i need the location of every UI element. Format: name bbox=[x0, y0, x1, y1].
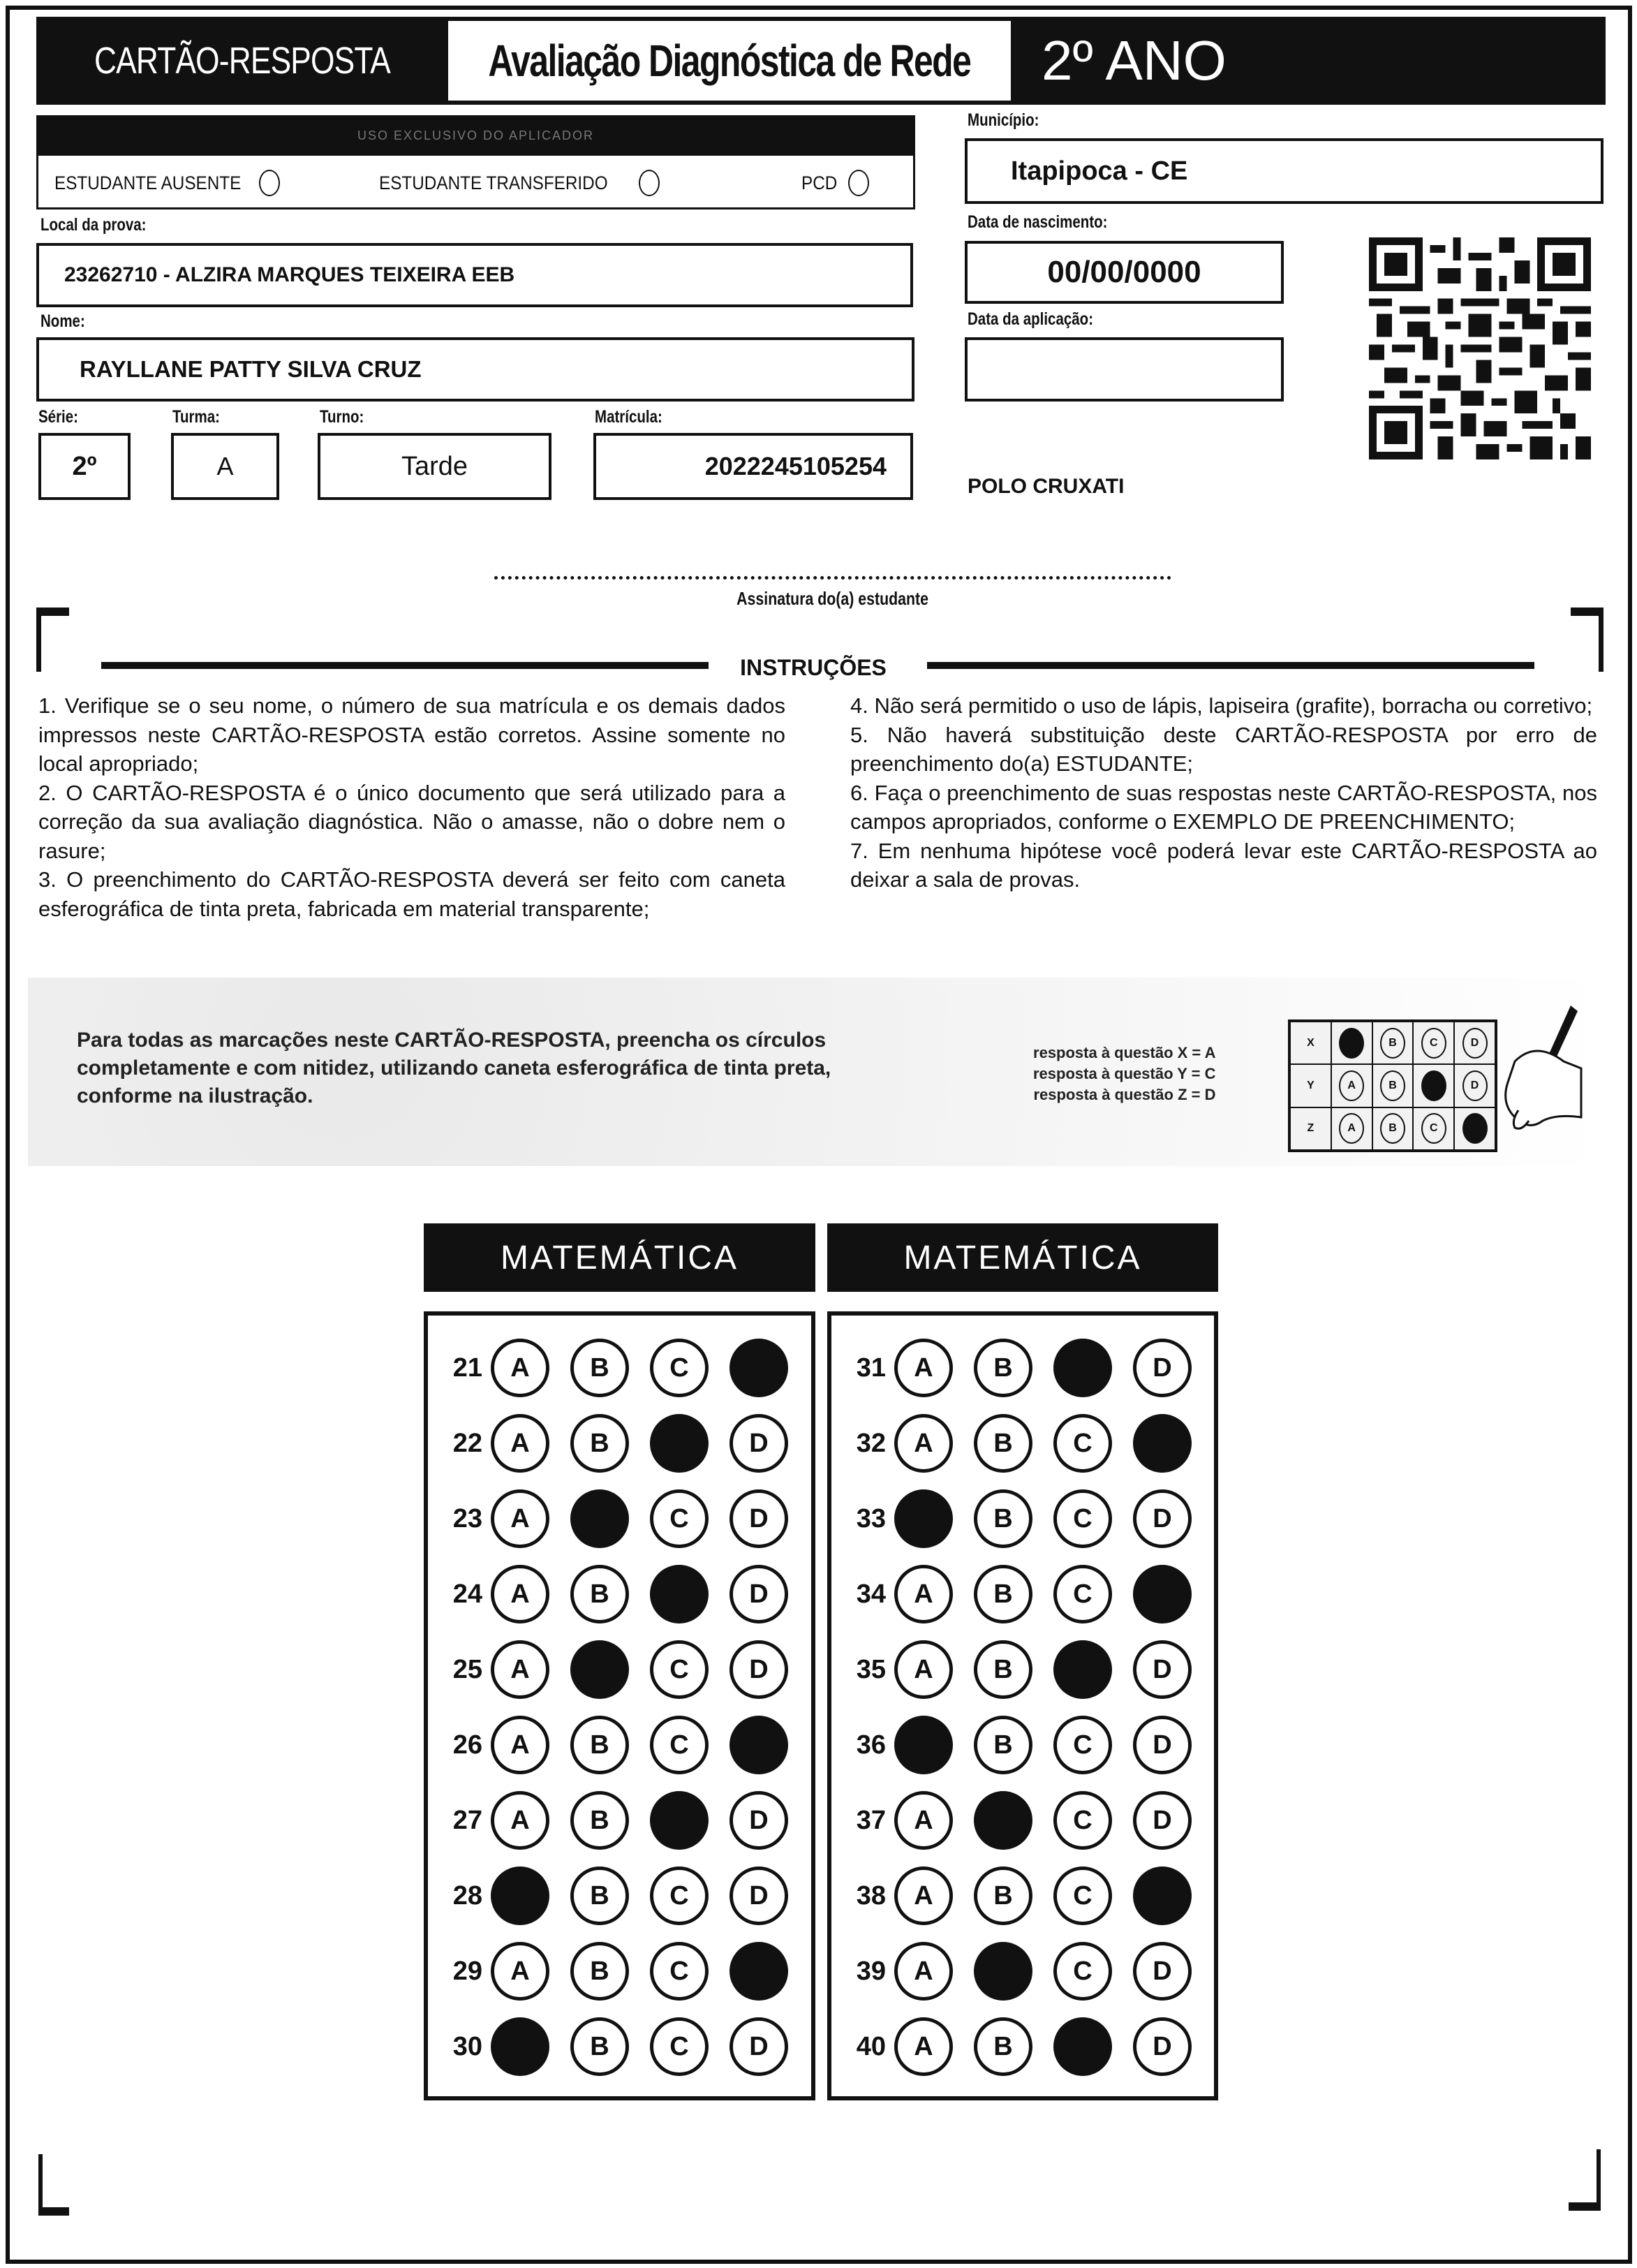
aplicacao-field bbox=[965, 337, 1284, 402]
answer-bubble[interactable]: A bbox=[491, 1414, 549, 1473]
answer-bubble-filled[interactable] bbox=[729, 1942, 788, 2001]
answer-bubble[interactable]: C bbox=[1053, 1942, 1112, 2001]
turno-value: Tarde bbox=[401, 451, 468, 481]
answer-bubble[interactable]: B bbox=[570, 1942, 629, 2001]
answer-bubble[interactable]: D bbox=[1133, 1942, 1192, 2001]
example-bubble: C bbox=[1421, 1113, 1446, 1144]
matricula-value: 2022245105254 bbox=[704, 452, 887, 480]
question-row bbox=[428, 1563, 788, 1626]
municipio-value: Itapipoca - CE bbox=[1011, 156, 1188, 186]
question-number: 34 bbox=[856, 1579, 886, 1609]
answer-bubble[interactable]: C bbox=[650, 1716, 709, 1774]
turma-value: A bbox=[216, 452, 234, 480]
question-number: 24 bbox=[452, 1579, 482, 1609]
nascimento-label: Data de nascimento: bbox=[968, 212, 1108, 232]
answer-bubble[interactable]: B bbox=[570, 1565, 629, 1623]
answer-bubble-filled[interactable] bbox=[1053, 2017, 1112, 2076]
example-legend bbox=[1033, 1043, 1215, 1105]
answer-bubble[interactable]: C bbox=[650, 1640, 709, 1699]
corner-marker-bottom-right bbox=[1569, 2149, 1601, 2211]
answer-bubble[interactable]: D bbox=[729, 1640, 788, 1699]
local-field bbox=[36, 243, 913, 307]
answer-bubble[interactable]: B bbox=[974, 1866, 1032, 1925]
answer-bubble[interactable]: B bbox=[570, 1339, 629, 1397]
matricula-field bbox=[593, 433, 913, 500]
answer-bubble[interactable]: A bbox=[491, 1942, 549, 2001]
answer-bubble[interactable]: A bbox=[894, 1414, 953, 1473]
pcd-radio[interactable] bbox=[848, 170, 869, 196]
question-row bbox=[428, 1487, 788, 1550]
question-row bbox=[831, 2015, 1192, 2078]
question-row bbox=[831, 1789, 1192, 1852]
answer-bubble[interactable]: A bbox=[894, 1791, 953, 1850]
answer-bubble-filled[interactable] bbox=[570, 1489, 629, 1548]
question-number: 29 bbox=[452, 1956, 482, 1986]
answer-bubble-filled[interactable] bbox=[491, 2017, 549, 2076]
question-row bbox=[831, 1638, 1192, 1701]
answer-bubble[interactable]: B bbox=[570, 1716, 629, 1774]
answer-bubble[interactable]: B bbox=[974, 1640, 1032, 1699]
municipio-label: Município: bbox=[968, 110, 1039, 130]
question-number: 26 bbox=[452, 1730, 482, 1760]
corner-marker-bottom-left bbox=[38, 2154, 69, 2216]
answer-bubble-filled[interactable] bbox=[894, 1489, 953, 1548]
question-row bbox=[428, 1638, 788, 1701]
nascimento-value: 00/00/0000 bbox=[1047, 255, 1201, 289]
aplicador-title: USO EXCLUSIVO DO APLICADOR bbox=[36, 115, 915, 156]
signature-label: Assinatura do(a) estudante bbox=[736, 588, 929, 609]
answer-bubble[interactable]: D bbox=[729, 1565, 788, 1623]
matricula-label: Matrícula: bbox=[595, 407, 662, 427]
turno-label: Turno: bbox=[320, 407, 364, 427]
answer-bubble[interactable]: B bbox=[570, 1414, 629, 1473]
local-label: Local da prova: bbox=[40, 215, 147, 235]
example-line: resposta à questão X = A bbox=[1033, 1044, 1216, 1061]
answer-bubble-filled[interactable] bbox=[1133, 1866, 1192, 1925]
answer-bubble-filled[interactable] bbox=[1133, 1565, 1192, 1623]
instruction-item: 5. Não haverá substituição deste CARTÃO-RESPOSTA por erro de preenchimento do(a) ESTUDANTE; bbox=[850, 722, 1597, 776]
question-row bbox=[831, 1487, 1192, 1550]
answer-grid-left bbox=[424, 1311, 815, 2100]
instruction-item: 6. Faça o preenchimento de suas respostas neste CARTÃO-RESPOSTA, nos campos apropriados, conforme o EXEMPLO DE PREENCHIMENTO; bbox=[850, 780, 1597, 834]
example-bubble: B bbox=[1380, 1113, 1405, 1144]
answer-bubble[interactable]: C bbox=[1053, 1866, 1112, 1925]
question-row bbox=[428, 1789, 788, 1852]
answer-bubble[interactable]: C bbox=[650, 1942, 709, 2001]
instructions-title: INSTRUÇÕES bbox=[740, 655, 887, 680]
answer-bubble-filled[interactable] bbox=[1053, 1339, 1112, 1397]
answer-bubble[interactable]: A bbox=[894, 1640, 953, 1699]
nome-field bbox=[36, 337, 914, 402]
instructions-rule-left bbox=[101, 662, 709, 669]
question-row bbox=[428, 2015, 788, 2078]
absent-radio[interactable] bbox=[259, 170, 280, 196]
answer-bubble-filled[interactable] bbox=[1053, 1640, 1112, 1699]
answer-bubble[interactable]: B bbox=[974, 1339, 1032, 1397]
question-row bbox=[831, 1864, 1192, 1927]
pcd-label: PCD bbox=[801, 172, 838, 193]
example-bubble: D bbox=[1462, 1070, 1488, 1101]
answer-bubble[interactable]: D bbox=[729, 1866, 788, 1925]
question-number: 39 bbox=[856, 1956, 886, 1986]
instruction-item: 1. Verifique se o seu nome, o número de sua matrícula e os demais dados impressos neste CARTÃO-RESPOSTA estão corretos. Assine somente no local apropriado; bbox=[38, 693, 785, 776]
answer-bubble[interactable]: A bbox=[491, 1791, 549, 1850]
question-number: 28 bbox=[452, 1880, 482, 1910]
corner-marker-top-right bbox=[1571, 608, 1603, 672]
example-line: resposta à questão Y = C bbox=[1033, 1065, 1216, 1082]
answer-bubble[interactable]: D bbox=[729, 2017, 788, 2076]
answer-bubble[interactable]: C bbox=[1053, 1565, 1112, 1623]
answer-bubble[interactable]: A bbox=[491, 1640, 549, 1699]
answer-bubble[interactable]: B bbox=[974, 1489, 1032, 1548]
answer-bubble[interactable]: D bbox=[1133, 1640, 1192, 1699]
answer-bubble-filled[interactable] bbox=[650, 1565, 709, 1623]
answer-bubble[interactable]: A bbox=[894, 1866, 953, 1925]
question-row bbox=[428, 1336, 788, 1399]
instruction-item: 2. O CARTÃO-RESPOSTA é o único documento que será utilizado para a correção da sua avaliação diagnóstica. Não o amasse, não o dobre nem o rasure; bbox=[38, 780, 785, 863]
answer-bubble[interactable]: C bbox=[1053, 1414, 1112, 1473]
question-row bbox=[428, 1714, 788, 1776]
municipio-field bbox=[965, 138, 1603, 204]
answer-bubble-filled[interactable] bbox=[894, 1716, 953, 1774]
instructions-right-column bbox=[850, 691, 1597, 894]
answer-bubble-filled[interactable] bbox=[491, 1866, 549, 1925]
answer-bubble[interactable]: D bbox=[1133, 1489, 1192, 1548]
answer-bubble[interactable]: A bbox=[491, 1716, 549, 1774]
question-number: 35 bbox=[856, 1654, 886, 1684]
nome-label: Nome: bbox=[40, 311, 85, 331]
example-line: resposta à questão Z = D bbox=[1033, 1086, 1216, 1103]
question-number: 40 bbox=[856, 2031, 886, 2061]
question-number: 25 bbox=[452, 1654, 482, 1684]
answer-bubble[interactable]: B bbox=[570, 1791, 629, 1850]
question-number: 21 bbox=[452, 1353, 482, 1383]
question-row bbox=[831, 1336, 1192, 1399]
answer-bubble[interactable]: C bbox=[1053, 1489, 1112, 1548]
signature-line[interactable] bbox=[494, 576, 1171, 580]
answer-bubble[interactable]: C bbox=[650, 1489, 709, 1548]
answer-bubble[interactable]: B bbox=[974, 1565, 1032, 1623]
question-row bbox=[831, 1940, 1192, 2003]
question-row bbox=[831, 1714, 1192, 1776]
turno-field bbox=[318, 433, 551, 500]
qr-code-icon bbox=[1368, 237, 1592, 459]
answer-bubble[interactable]: B bbox=[974, 1414, 1032, 1473]
grade-label: 2º ANO bbox=[1042, 29, 1227, 91]
question-number: 36 bbox=[856, 1730, 886, 1760]
instructions-left-column bbox=[38, 691, 785, 923]
question-number: 23 bbox=[452, 1503, 482, 1533]
question-number: 30 bbox=[452, 2031, 482, 2061]
answer-grid-right bbox=[827, 1311, 1218, 2100]
answer-bubble-filled[interactable] bbox=[974, 1942, 1032, 2001]
answer-bubble-filled[interactable] bbox=[729, 1716, 788, 1774]
answer-bubble[interactable]: D bbox=[729, 1791, 788, 1850]
answer-bubble-filled[interactable] bbox=[974, 1791, 1032, 1850]
subject-header-left: MATEMÁTICA bbox=[424, 1223, 815, 1292]
question-number: 33 bbox=[856, 1503, 886, 1533]
example-grid bbox=[1288, 1019, 1497, 1152]
answer-bubble[interactable]: C bbox=[650, 1339, 709, 1397]
hand-with-pen-icon bbox=[1487, 999, 1585, 1152]
answer-bubble[interactable]: A bbox=[894, 1942, 953, 2001]
question-row bbox=[831, 1563, 1192, 1626]
absent-option[interactable] bbox=[54, 168, 280, 198]
answer-bubble[interactable]: C bbox=[650, 1866, 709, 1925]
answer-bubble-filled[interactable] bbox=[650, 1414, 709, 1473]
question-row bbox=[831, 1412, 1192, 1475]
serie-value: 2º bbox=[72, 451, 97, 481]
answer-bubble[interactable]: D bbox=[1133, 1716, 1192, 1774]
answer-bubble[interactable]: B bbox=[974, 1716, 1032, 1774]
transferred-option[interactable] bbox=[379, 168, 660, 198]
example-bubble-filled bbox=[1339, 1028, 1364, 1059]
answer-bubble[interactable]: C bbox=[1053, 1716, 1112, 1774]
instruction-item: 3. O preenchimento do CARTÃO-RESPOSTA deverá ser feito com caneta esferográfica de tinta preta, fabricada em material transparente; bbox=[38, 867, 785, 921]
answer-bubble[interactable]: A bbox=[491, 1489, 549, 1548]
question-row bbox=[428, 1412, 788, 1475]
answer-bubble[interactable]: A bbox=[491, 1339, 549, 1397]
pcd-option[interactable] bbox=[801, 168, 869, 198]
example-question-x: X bbox=[1290, 1022, 1331, 1064]
instructions-rule-right bbox=[927, 662, 1534, 669]
question-row bbox=[428, 1864, 788, 1927]
nascimento-field bbox=[965, 241, 1284, 304]
answer-bubble[interactable]: D bbox=[1133, 2017, 1192, 2076]
example-instruction: Para todas as marcações neste CARTÃO-RESPOSTA, preencha os círculos completamente e com nitidez, utilizando caneta esferográfica de tinta preta, conforme na ilustração. bbox=[77, 1029, 831, 1107]
answer-bubble[interactable]: C bbox=[650, 2017, 709, 2076]
question-number: 31 bbox=[856, 1353, 886, 1383]
turma-label: Turma: bbox=[172, 407, 220, 427]
question-number: 32 bbox=[856, 1428, 886, 1458]
transferred-radio[interactable] bbox=[639, 170, 660, 196]
transferred-label: ESTUDANTE TRANSFERIDO bbox=[379, 172, 608, 193]
aplicacao-label: Data da aplicação: bbox=[968, 309, 1094, 329]
corner-marker-top-left bbox=[36, 608, 69, 672]
answer-bubble-filled[interactable] bbox=[650, 1791, 709, 1850]
question-number: 27 bbox=[452, 1805, 482, 1835]
example-bubble: B bbox=[1380, 1028, 1405, 1059]
answer-bubble[interactable]: B bbox=[570, 2017, 629, 2076]
answer-bubble[interactable]: A bbox=[894, 2017, 953, 2076]
serie-label: Série: bbox=[38, 407, 78, 427]
question-row bbox=[428, 1940, 788, 2003]
example-bubble: C bbox=[1421, 1028, 1446, 1059]
turma-field bbox=[171, 433, 279, 500]
example-question-y: Y bbox=[1290, 1064, 1331, 1107]
answer-bubble[interactable]: D bbox=[729, 1414, 788, 1473]
answer-bubble-filled[interactable] bbox=[729, 1339, 788, 1397]
local-value: 23262710 - ALZIRA MARQUES TEIXEIRA EEB bbox=[64, 263, 515, 286]
answer-bubble[interactable]: B bbox=[974, 2017, 1032, 2076]
answer-bubble[interactable]: D bbox=[729, 1489, 788, 1548]
card-label: CARTÃO-RESPOSTA bbox=[94, 40, 391, 82]
question-number: 22 bbox=[452, 1428, 482, 1458]
example-bubble-filled bbox=[1462, 1113, 1488, 1144]
absent-label: ESTUDANTE AUSENTE bbox=[54, 172, 242, 193]
example-bubble-filled bbox=[1421, 1070, 1446, 1101]
instruction-item: 4. Não será permitido o uso de lápis, lapiseira (grafite), borracha ou corretivo; bbox=[850, 693, 1593, 718]
subject-header-right: MATEMÁTICA bbox=[827, 1223, 1218, 1292]
answer-bubble[interactable]: D bbox=[1133, 1791, 1192, 1850]
answer-bubble[interactable]: A bbox=[491, 1565, 549, 1623]
example-bubble: A bbox=[1339, 1070, 1364, 1101]
polo-label: POLO CRUXATI bbox=[968, 475, 1125, 498]
question-number: 38 bbox=[856, 1880, 886, 1910]
answer-bubble-filled[interactable] bbox=[570, 1640, 629, 1699]
example-bubble: D bbox=[1462, 1028, 1488, 1059]
answer-bubble[interactable]: B bbox=[570, 1866, 629, 1925]
example-bubble: B bbox=[1380, 1070, 1405, 1101]
example-question-z: Z bbox=[1290, 1107, 1331, 1150]
answer-bubble-filled[interactable] bbox=[1133, 1414, 1192, 1473]
instruction-item: 7. Em nenhuma hipótese você poderá levar este CARTÃO-RESPOSTA ao deixar a sala de provas. bbox=[850, 838, 1597, 892]
exam-title: Avaliação Diagnóstica de Rede bbox=[488, 36, 971, 86]
answer-bubble[interactable]: A bbox=[894, 1339, 953, 1397]
answer-bubble[interactable]: C bbox=[1053, 1791, 1112, 1850]
exam-title-box bbox=[448, 21, 1011, 101]
answer-bubble[interactable]: A bbox=[894, 1565, 953, 1623]
answer-bubble[interactable]: D bbox=[1133, 1339, 1192, 1397]
example-bubble: A bbox=[1339, 1113, 1364, 1144]
question-number: 37 bbox=[856, 1805, 886, 1835]
nome-value: RAYLLANE PATTY SILVA CRUZ bbox=[80, 356, 422, 382]
serie-field bbox=[38, 433, 131, 500]
